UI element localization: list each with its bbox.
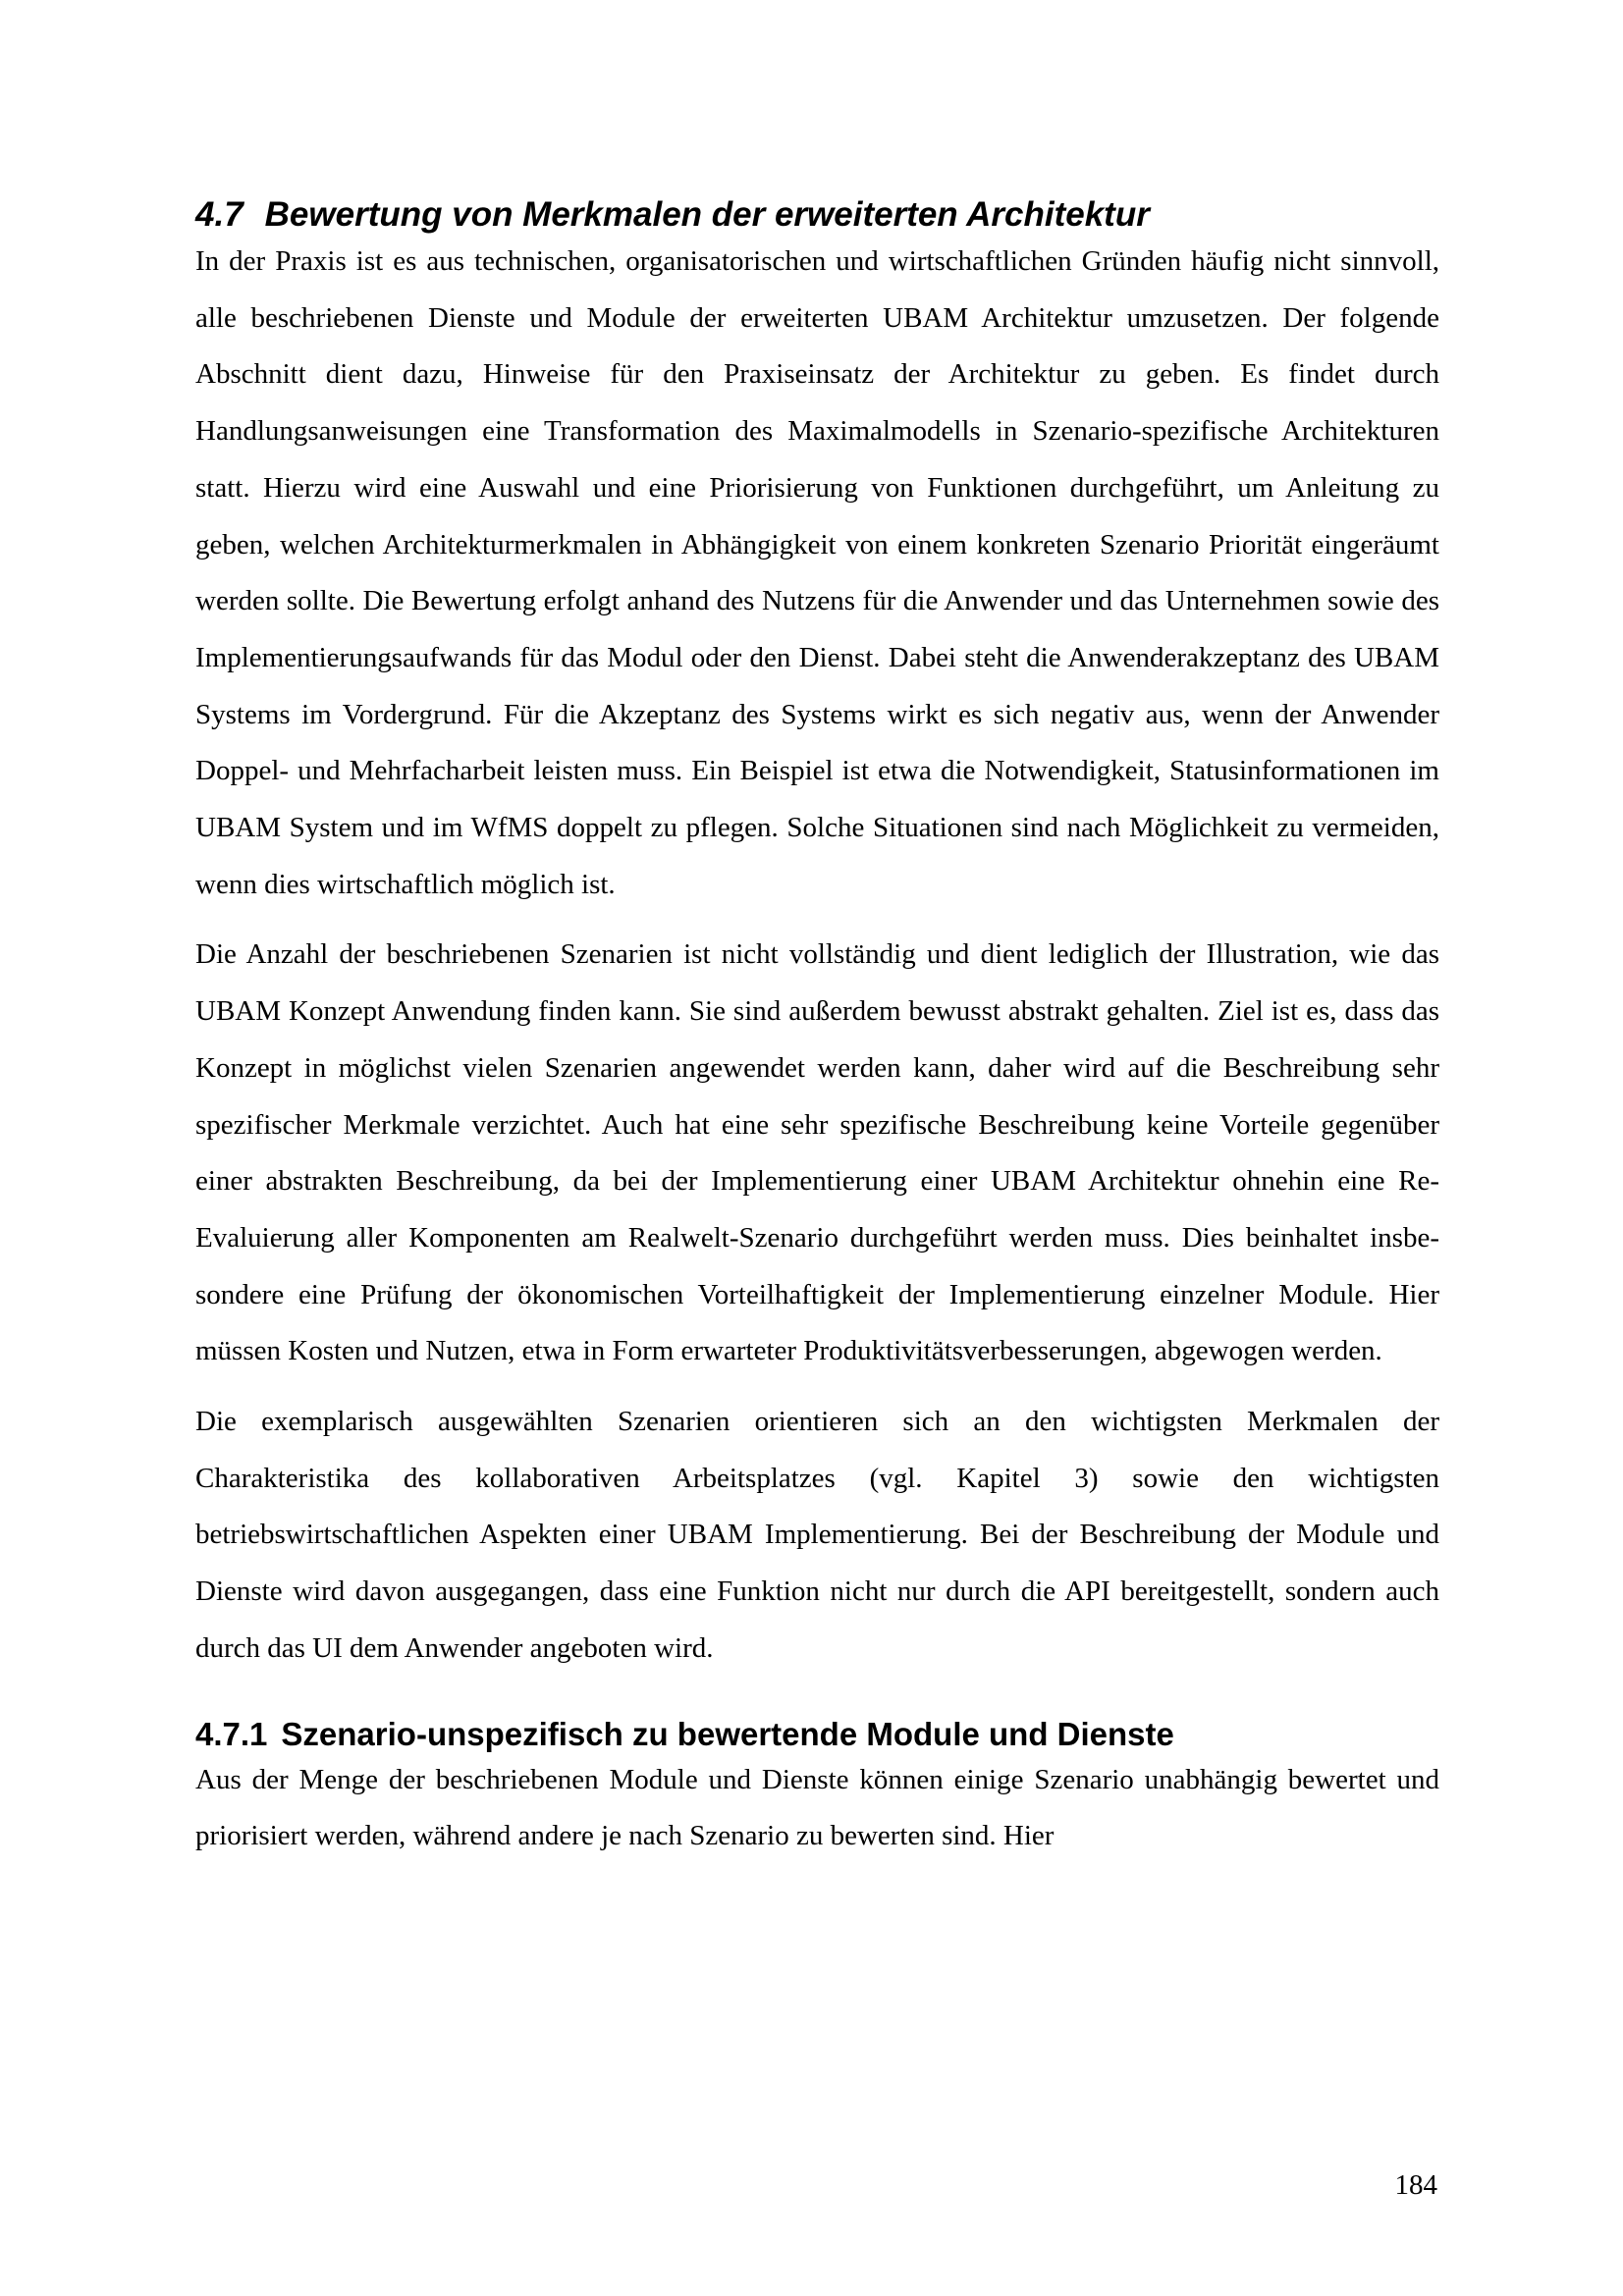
paragraph-3: Die exemplarisch ausgewählten Szenarien orientieren sich an den wichtigsten Merkmalen der Charakteristika des kollaborativen Arbeitsplatzes (vgl. Kapitel 3) sowie den wichtigsten betriebswirtschaftlichen Aspekten einer UBAM Implementierung. Bei der Beschreibung der Module und Dienste wird davon ausgegangen, dass eine Funktion nicht nur durch die API bereitgestellt, sondern auch durch das UI dem Anwender angeboten wird. (195, 1406, 1439, 1664)
page-number: 184 (1394, 2169, 1437, 2201)
subsection-paragraph: Aus der Menge der beschriebenen Module und Dienste können einige Szenario unabhängig bewertet und priorisiert werden, während andere je nach Szenario zu bewerten sind. Hier (195, 1763, 1439, 1852)
subsection-title: Szenario-unspezifisch zu bewertende Module und Dienste (281, 1715, 1174, 1752)
paragraph-2: Die Anzahl der beschriebenen Szenarien ist nicht vollständig und dient lediglich der Illustration, wie das UBAM Konzept Anwendung finden kann. Sie sind außerdem bewusst abstrakt gehalten. Ziel ist es, dass das Konzept in möglichst vielen Szenarien angewendet werden kann, daher wird auf die Beschreibung sehr spezifischer Merkmale verzichtet. Auch hat eine sehr spezifische Beschreibung keine Vorteile gegenüber einer abstrakten Beschreibung, da bei der Implementierung einer UBAM Architektur ohnehin eine Re-Evaluierung aller Komponenten am Realwelt-Szenario durchgeführt werden muss. Dies beinhaltet insbesondere eine Prüfung der ökonomischen Vorteilhaftigkeit der Implementierung einzelner Module. Hier müssen Kosten und Nutzen, etwa in Form erwarteter Produktivitätsverbesserungen, abgewogen werden. (195, 938, 1439, 1367)
subsection-number: 4.7.1 (195, 1715, 268, 1752)
section-number: 4.7 (195, 195, 243, 234)
subsection-heading (195, 1713, 1439, 1756)
section-heading (195, 192, 1439, 238)
section-title: Bewertung von Merkmalen der erweiterten Architektur (264, 195, 1150, 234)
paragraph-1: In der Praxis ist es aus technischen, organisatorischen und wirtschaftlichen Gründen häufig nicht sinnvoll, alle beschriebenen Dienste und Module der erweiterten UBAM Architektur umzusetzen. Der folgende Abschnitt dient dazu, Hinweise für den Praxiseinsatz der Architektur zu geben. Es findet durch Handlungsanweisungen eine Transformation des Maximalmodells in Szenario-spezifische Architekturen statt. Hierzu wird eine Auswahl und eine Priorisierung von Funktionen durchgeführt, um Anleitung zu geben, welchen Architekturmerkmalen in Abhängigkeit von einem konkreten Szenario Priorität eingeräumt werden sollte. Die Bewertung erfolgt anhand des Nutzens für die Anwender und das Unternehmen sowie des Implementierungsaufwands für das Modul oder den Dienst. Dabei steht die Anwenderakzeptanz des UBAM Systems im Vordergrund. Für die Akzeptanz des Systems wirkt es sich negativ aus, wenn der Anwender Doppel- und Mehrfacharbeit leisten muss. Ein Beispiel ist etwa die Notwendigkeit, Statusinformationen im UBAM System und im WfMS doppelt zu pflegen. Solche Situationen sind nach Möglichkeit zu vermeiden, wenn dies wirtschaftlich möglich ist. (195, 245, 1439, 900)
page-body (195, 192, 1439, 1865)
